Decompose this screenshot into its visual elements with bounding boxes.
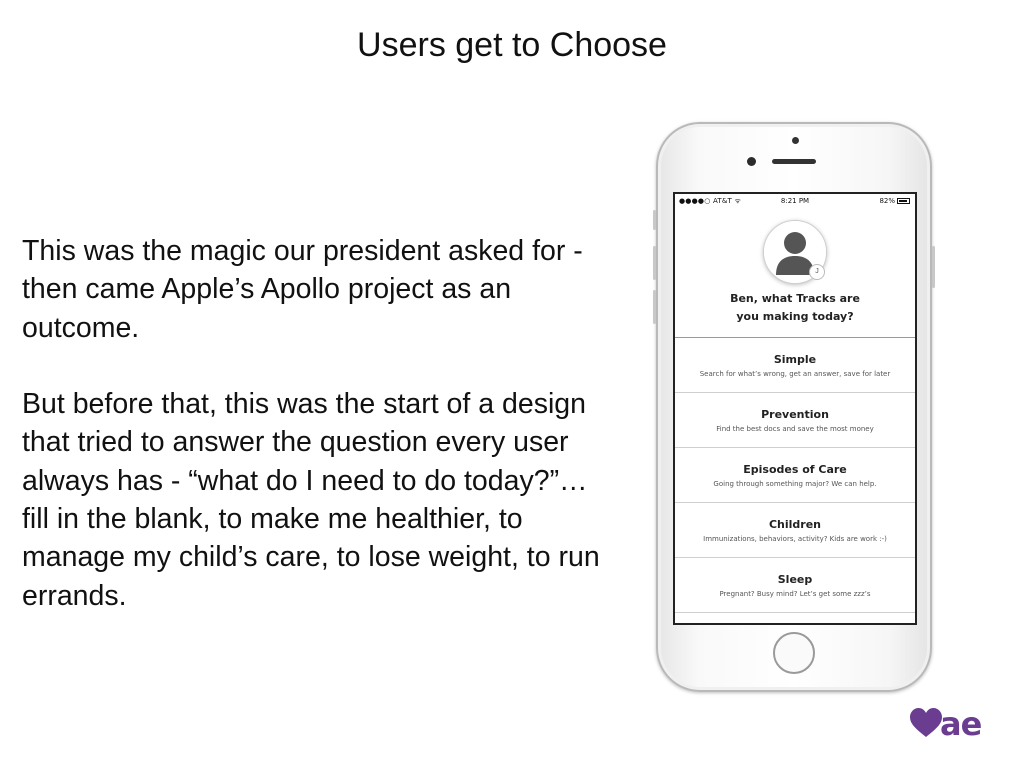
track-subtitle: Going through something major? We can help. bbox=[713, 480, 877, 488]
body-text bbox=[22, 232, 602, 615]
slide-title: Users get to Choose bbox=[357, 26, 667, 64]
track-subtitle: Pregnant? Busy mind? Let’s get some zzz’s bbox=[719, 590, 871, 598]
phone-mockup bbox=[656, 122, 932, 692]
track-title: Episodes of Care bbox=[743, 463, 847, 476]
logo-text: ae bbox=[940, 705, 982, 743]
paragraph-2: But before that, this was the start of a design that tried to answer the question every user always has - “what do I need to do today?”…fill in the blank, to make me healthier, to manage my child’s care, to lose weight, to run errands. bbox=[22, 388, 600, 612]
proximity-sensor bbox=[792, 137, 799, 144]
track-subtitle: Search for what’s wrong, get an answer, save for later bbox=[699, 370, 891, 378]
track-subtitle: Immunizations, behaviors, activity? Kids are work :-) bbox=[703, 535, 887, 543]
track-children[interactable] bbox=[675, 503, 915, 558]
mute-switch bbox=[653, 210, 656, 230]
avatar-badge: J bbox=[809, 264, 825, 280]
ae-logo bbox=[908, 704, 998, 744]
track-prevention[interactable] bbox=[675, 393, 915, 448]
status-time: 8:21 PM bbox=[780, 197, 810, 205]
track-episodes-of-care[interactable] bbox=[675, 448, 915, 503]
home-button[interactable] bbox=[773, 632, 815, 674]
battery-percent: 82% bbox=[879, 197, 895, 205]
earpiece-speaker bbox=[772, 159, 816, 164]
volume-down-button bbox=[653, 290, 656, 324]
track-title: Simple bbox=[773, 353, 817, 366]
question-line-2: you making today? bbox=[736, 310, 854, 323]
track-sleep[interactable] bbox=[675, 558, 915, 613]
status-bar bbox=[675, 194, 915, 208]
question-line-1: Ben, what Tracks are bbox=[730, 292, 860, 305]
track-title: Sleep bbox=[777, 573, 813, 586]
phone-screen bbox=[673, 192, 917, 625]
question-heading bbox=[675, 290, 915, 326]
battery-icon bbox=[897, 198, 910, 204]
volume-up-button bbox=[653, 246, 656, 280]
track-simple[interactable] bbox=[675, 338, 915, 393]
paragraph-1: This was the magic our president asked for - then came Apple’s Apollo project as an outcome. bbox=[22, 235, 583, 344]
track-title: Prevention bbox=[761, 408, 829, 421]
battery-status bbox=[879, 197, 910, 205]
heart-icon bbox=[910, 708, 942, 737]
track-title: Children bbox=[768, 518, 822, 531]
tracks-list bbox=[675, 337, 915, 613]
front-camera bbox=[747, 157, 756, 166]
power-button bbox=[932, 246, 935, 288]
carrier-signal: ●●●●○ AT&T ᯤ bbox=[679, 197, 742, 205]
track-subtitle: Find the best docs and save the most money bbox=[716, 425, 874, 433]
